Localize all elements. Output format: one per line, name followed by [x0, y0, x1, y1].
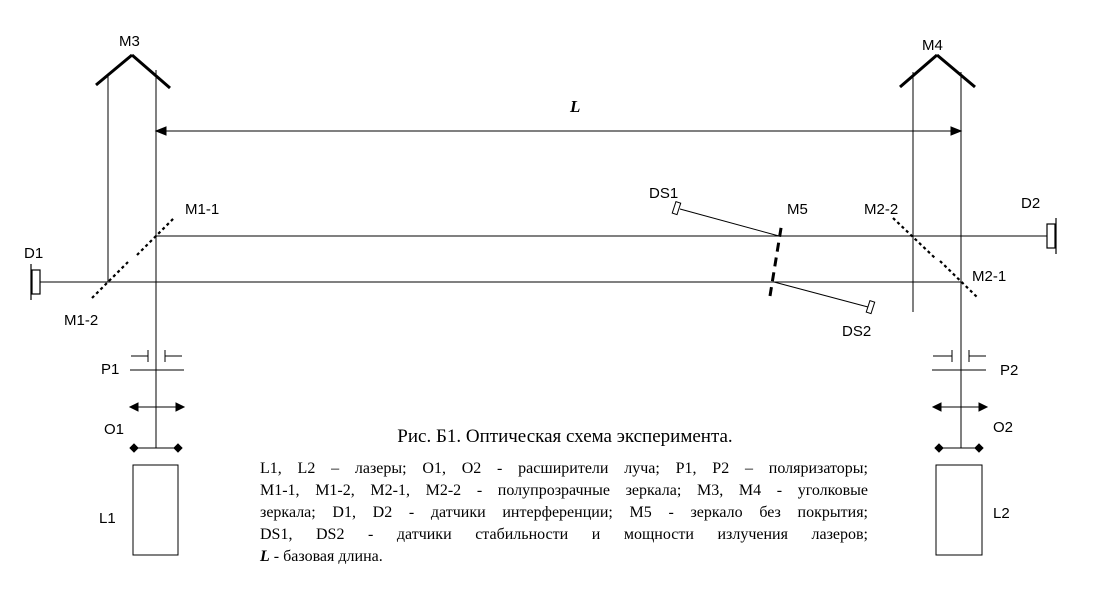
caption-length-symbol: L — [260, 548, 270, 565]
sensor-ds2 — [866, 301, 874, 314]
beam-expander-o1 — [130, 403, 184, 411]
label-m2-1: M2-1 — [972, 268, 1007, 285]
figure-caption-title: Рис. Б1. Оптическая схема эксперимента. — [397, 426, 733, 447]
caption-length-text: - базовая длина. — [269, 548, 383, 565]
label-ds1: DS1 — [649, 185, 679, 202]
label-o1: O1 — [104, 421, 125, 438]
polarizer-p2 — [932, 350, 986, 370]
laser-l1 — [133, 465, 178, 555]
label-p1: P1 — [101, 361, 120, 378]
label-l1: L1 — [99, 510, 116, 527]
caption-line-last — [260, 546, 868, 568]
detector-d1 — [31, 264, 40, 300]
label-d1: D1 — [24, 245, 44, 262]
beam-expander-o2 — [933, 403, 987, 411]
horizontal-beams — [40, 236, 1047, 282]
label-l2: L2 — [993, 505, 1010, 522]
label-o2: O2 — [993, 419, 1014, 436]
label-m1-1: M1-1 — [185, 201, 220, 218]
label-ds2: DS2 — [842, 323, 872, 340]
mirror-m1-2 — [92, 262, 128, 298]
label-length: L — [570, 97, 581, 116]
label-m4: M4 — [922, 37, 943, 54]
label-m5: M5 — [787, 201, 808, 218]
caption-line: L1, L2 – лазеры; O1, O2 - расширители луча; P1, P2 – поляризаторы; — [260, 460, 868, 477]
label-m2-2: M2-2 — [864, 201, 899, 218]
caption-line: DS1, DS2 - датчики стабильности и мощности излучения лазеров; — [260, 526, 868, 543]
label-m3: M3 — [119, 33, 140, 50]
corner-mirror-m4 — [900, 55, 975, 87]
semi-transparent-mirrors — [92, 217, 978, 298]
laser-l2 — [936, 465, 982, 555]
label-d2: D2 — [1021, 195, 1041, 212]
polarizer-p1 — [130, 350, 184, 370]
vertical-beams — [108, 70, 961, 448]
reflection-to-ds2 — [774, 282, 868, 307]
reflection-to-ds1 — [680, 209, 779, 236]
label-m1-2: M1-2 — [64, 312, 99, 329]
mirror-m5 — [770, 222, 782, 296]
caption-line: зеркала; D1, D2 - датчики интерференции; M5 - зеркало без покрытия; — [260, 504, 868, 521]
figure-caption-body — [260, 458, 868, 568]
mirror-m2-2 — [893, 218, 935, 258]
sensor-ds1 — [672, 202, 680, 215]
caption-line: M1-1, M1-2, M2-1, M2-2 - полупрозрачные зеркала; M3, M4 - уголковые — [260, 482, 868, 499]
detector-d2 — [1047, 218, 1056, 254]
label-p2: P2 — [1000, 362, 1019, 379]
corner-mirror-m3 — [96, 55, 170, 88]
base-length-arrow — [156, 127, 961, 135]
aperture-l2 — [935, 444, 983, 452]
